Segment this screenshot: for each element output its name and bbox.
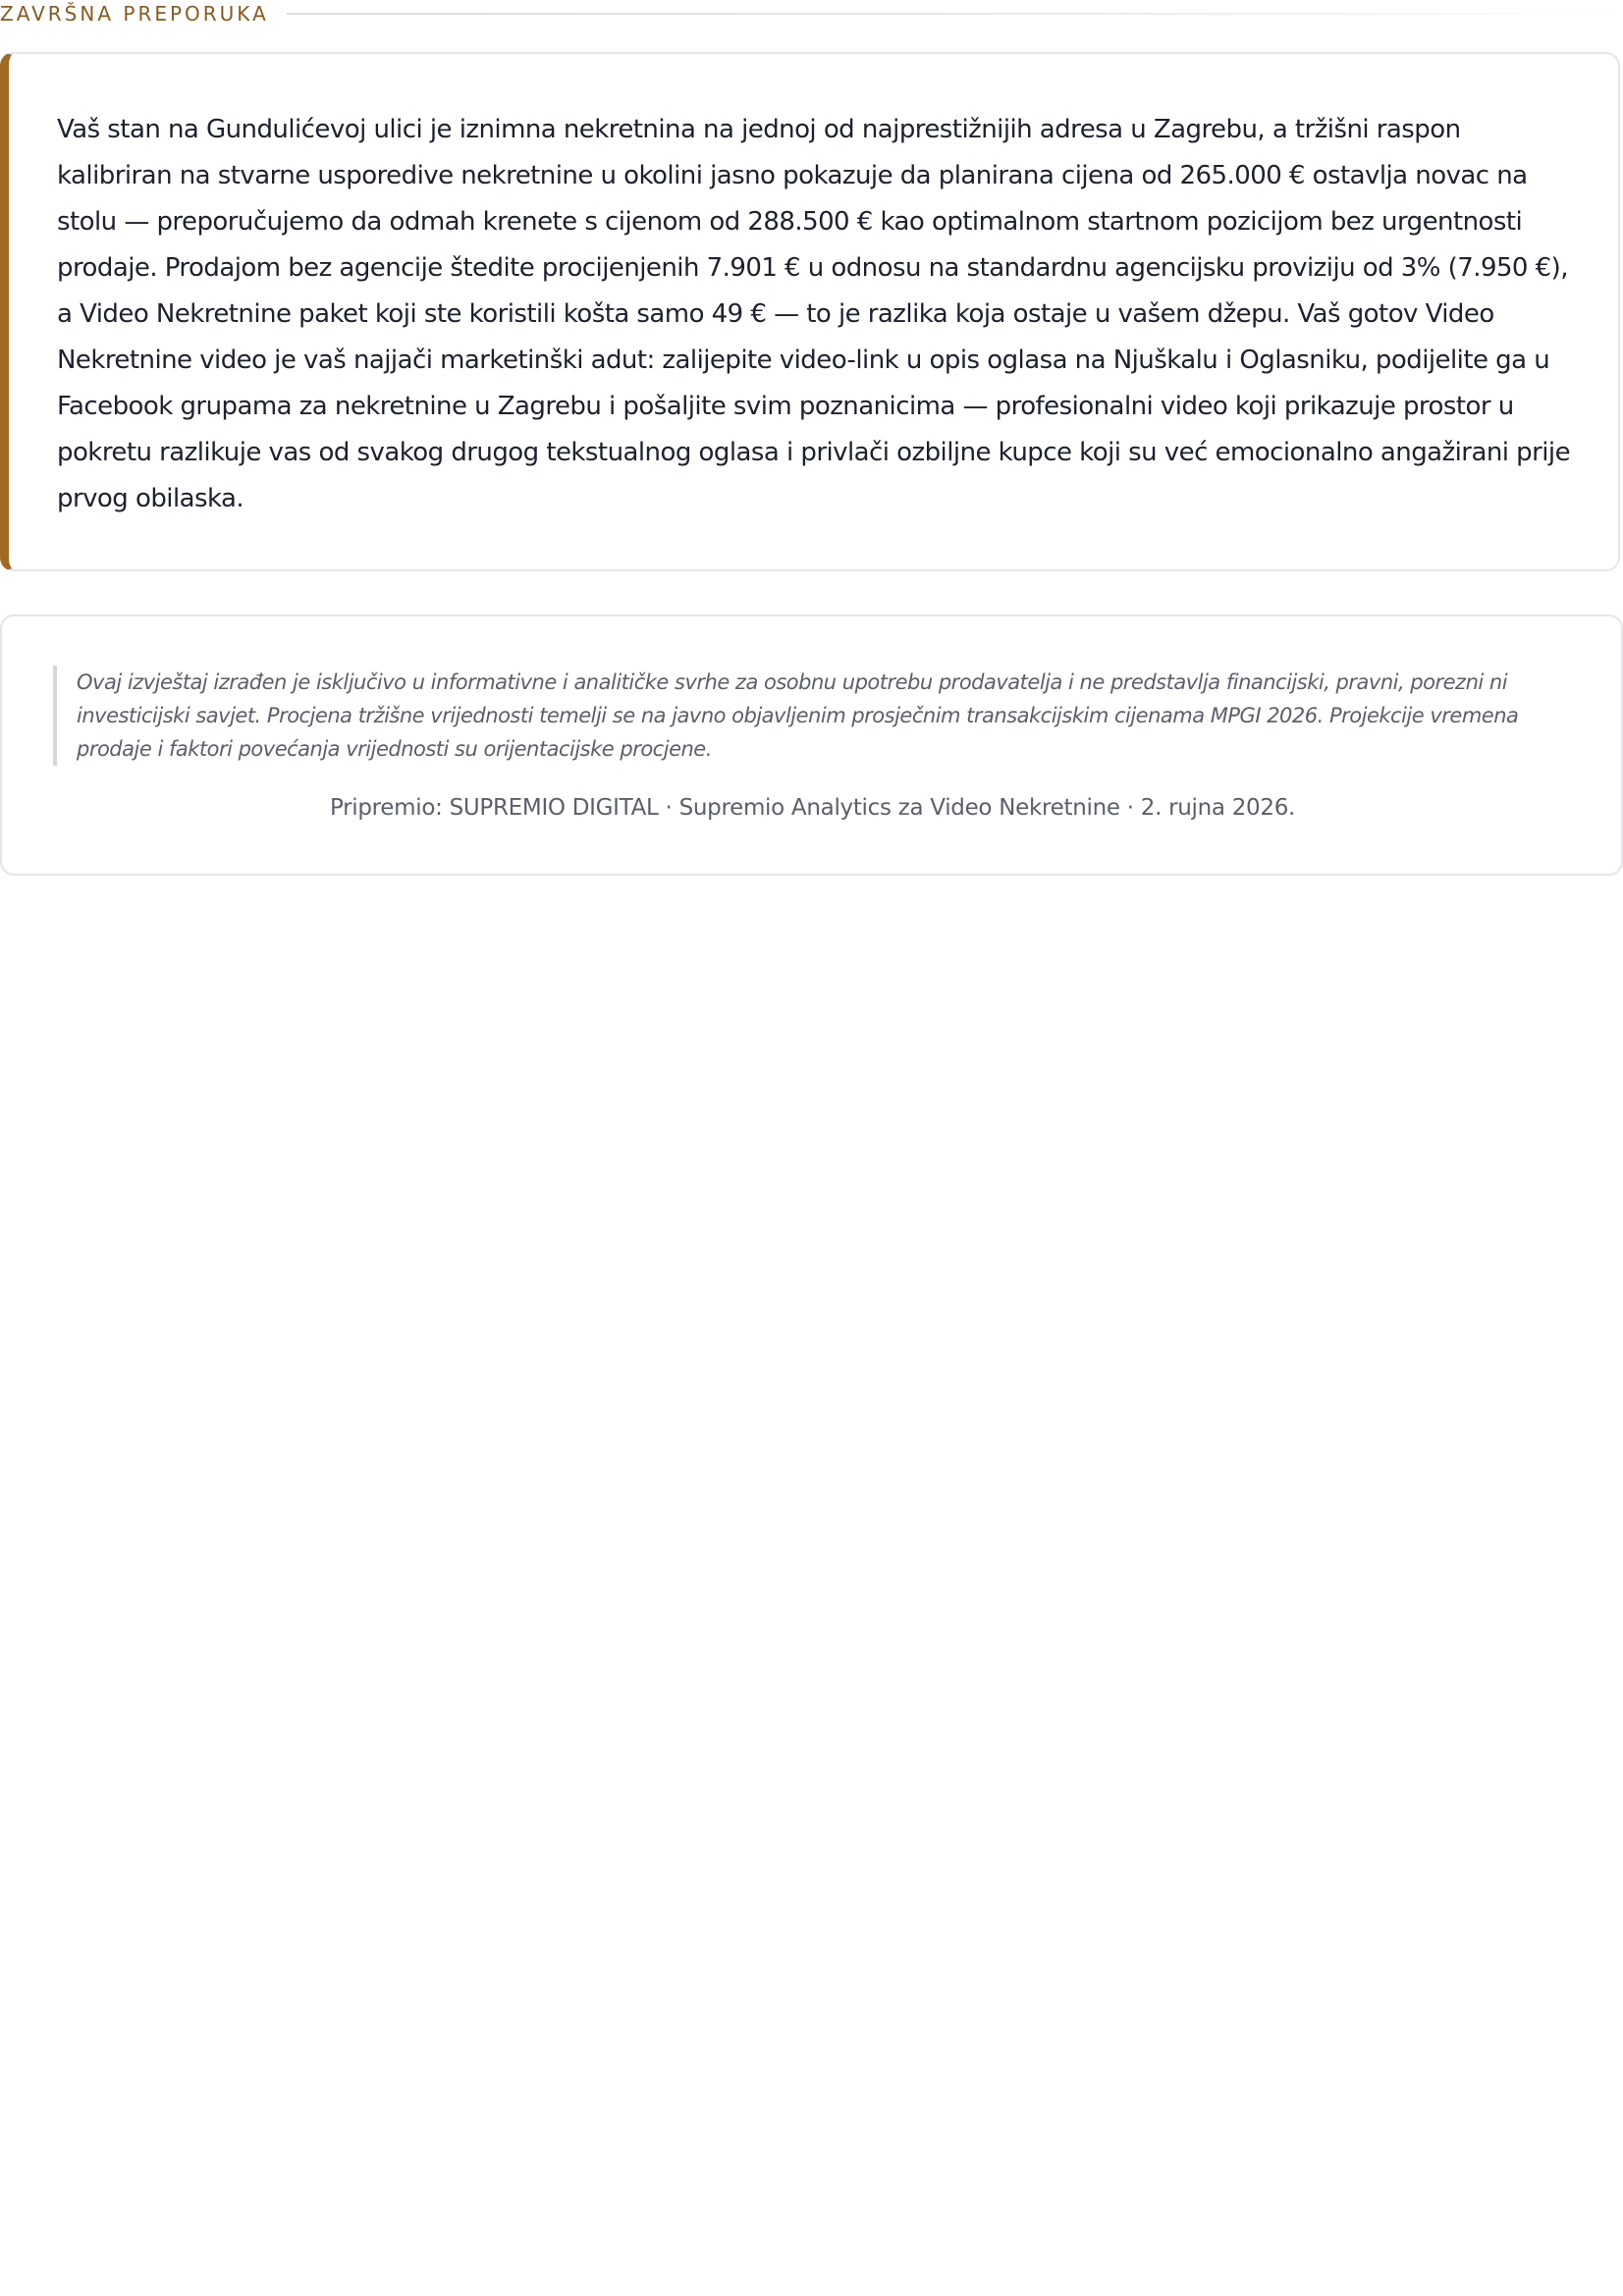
section-title: ZAVRŠNA PREPORUKA — [0, 2, 269, 26]
disclaimer-card — [0, 614, 1623, 876]
disclaimer-quote — [53, 666, 1572, 766]
section-header — [0, 0, 1623, 27]
recommendation-text: Vaš stan na Gundulićevoj ulici je iznimna nekretnina na jednoj od najprestižnijih adresa u Zagrebu, a tržišni raspon kalibriran na stvarne usporedive nekretnine u okolini jasno pokazuje da planirana cijena od 265.000 € ostavlja novac na stolu — preporučujemo da odmah krenete s cijenom od 288.500 € kao optimalnom startnom pozicijom bez urgentnosti prodaje. Prodajom bez agencije štedite procijenjenih 7.901 € u odnosu na standardnu agencijsku proviziju od 3% (7.950 €), a Video Nekretnine paket koji ste koristili košta samo 49 € — to je razlika koja ostaje u vašem džepu. Vaš gotov Video Nekretnine video je vaš najjači marketinški adut: zalijepite video-link u opis oglasa na Njuškalu i Oglasniku, podijelite ga u Facebook grupama za nekretnine u Zagrebu i pošaljite svim poznanicima — profesionalni video koji prikazuje prostor u pokretu razlikuje vas od svakog drugog tekstualnog oglasa i privlači ozbiljne kupce koji su već emocionalno angažirani prije prvog obilaska. — [57, 115, 1571, 513]
section-divider — [287, 13, 1623, 15]
recommendation-card — [0, 52, 1620, 571]
footer-credit: Pripremio: SUPREMIO DIGITAL · Supremio Analytics za Video Nekretnine · 2. rujna 2026. — [329, 795, 1296, 821]
disclaimer-text: Ovaj izvještaj izrađen je isključivo u informativne i analitičke svrhe za osobnu upotrebu prodavatelja i ne predstavlja financijski, pravni, porezni ni investicijski savjet. Procjena tržišne vrijednosti temelji se na javno objavljenim prosječnim transakcijskim cijenama MPGI 2026. Projekcije vremena prodaje i faktori povećanja vrijednosti su orijentacijske procjene. — [77, 670, 1519, 761]
